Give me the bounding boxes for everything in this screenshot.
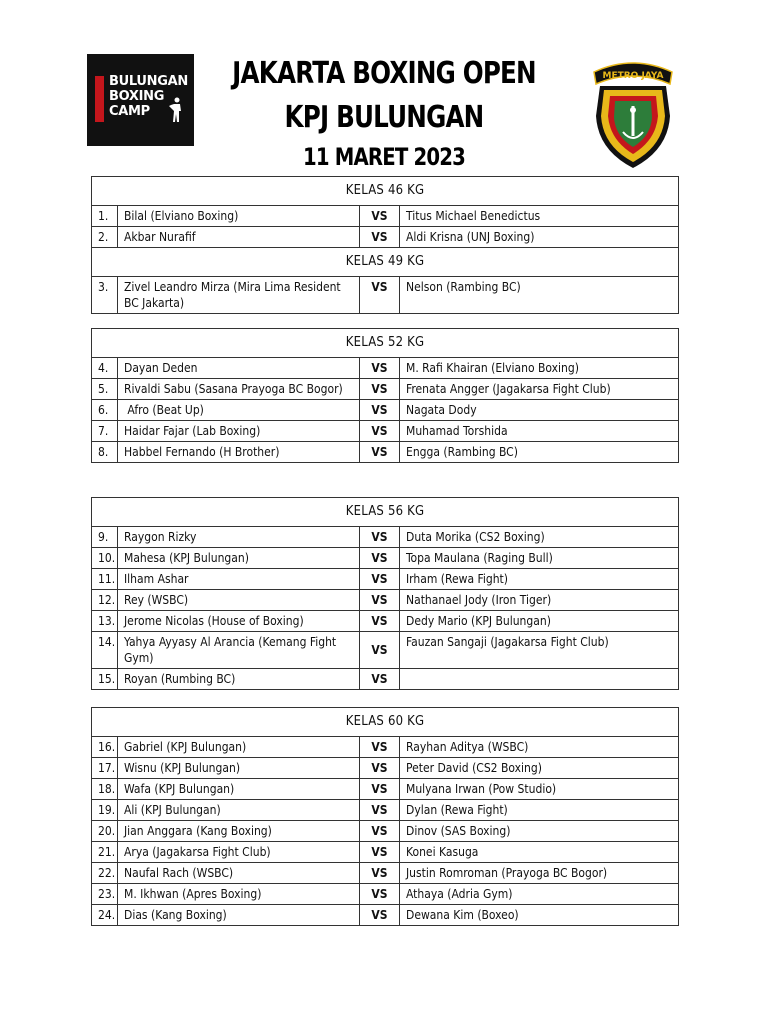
bout-row [92,884,679,905]
fighter-red: Wafa (KPJ Bulungan) [118,779,360,800]
bout-number: 20. [92,821,118,842]
bout-number: 3. [92,277,118,314]
fighter-red: Haidar Fajar (Lab Boxing) [118,421,360,442]
fighter-red: Jerome Nicolas (House of Boxing) [118,611,360,632]
fighter-blue: Aldi Krisna (UNJ Boxing) [400,227,679,248]
fighter-red: Gabriel (KPJ Bulungan) [118,737,360,758]
bout-number: 9. [92,527,118,548]
vs-label: VS [360,400,400,421]
bout-number: 13. [92,611,118,632]
weight-class-header: KELAS 60 KG [92,708,679,737]
bout-number: 18. [92,779,118,800]
bout-number: 16. [92,737,118,758]
event-venue: KPJ BULUNGAN [284,100,484,135]
vs-label: VS [360,737,400,758]
bout-number: 24. [92,905,118,926]
bout-row [92,779,679,800]
bout-number: 2. [92,227,118,248]
fighter-red: Rivaldi Sabu (Sasana Prayoga BC Bogor) [118,379,360,400]
fighter-blue: Nagata Dody [400,400,679,421]
fighter-red: Habbel Fernando (H Brother) [118,442,360,463]
bracket-table-46-49 [91,176,679,314]
fighter-blue: Duta Morika (CS2 Boxing) [400,527,679,548]
bout-row [92,863,679,884]
vs-label: VS [360,821,400,842]
logo-line: BOXING [109,89,165,104]
vs-label: VS [360,590,400,611]
fighter-blue: Athaya (Adria Gym) [400,884,679,905]
fighter-red: M. Ikhwan (Apres Boxing) [118,884,360,905]
bout-row [92,442,679,463]
bout-number: 4. [92,358,118,379]
bout-number: 11. [92,569,118,590]
page-header [0,0,768,176]
bout-row [92,821,679,842]
bout-row [92,358,679,379]
fighter-red: Royan (Rumbing BC) [118,669,360,690]
bout-row [92,379,679,400]
vs-label: VS [360,569,400,590]
vs-label: VS [360,421,400,442]
vs-label: VS [360,758,400,779]
fighter-blue: Titus Michael Benedictus [400,206,679,227]
vs-label: VS [360,669,400,690]
bout-number: 7. [92,421,118,442]
fighter-red: Bilal (Elviano Boxing) [118,206,360,227]
logo-line: BULUNGAN [109,74,188,89]
metro-jaya-police-badge [590,54,676,170]
fighter-blue: Topa Maulana (Raging Bull) [400,548,679,569]
vs-label: VS [360,842,400,863]
bout-row [92,400,679,421]
fighter-red: Naufal Rach (WSBC) [118,863,360,884]
fighter-blue: Konei Kasuga [400,842,679,863]
vs-label: VS [360,379,400,400]
fighter-red: Raygon Rizky [118,527,360,548]
weight-class-header: KELAS 52 KG [92,329,679,358]
bout-row [92,277,679,314]
bout-row [92,611,679,632]
fighter-blue: Dylan (Rewa Fight) [400,800,679,821]
bout-number: 5. [92,379,118,400]
bout-row [92,527,679,548]
bout-row [92,669,679,690]
fighter-red: Arya (Jagakarsa Fight Club) [118,842,360,863]
bout-number: 22. [92,863,118,884]
fighter-blue: Irham (Rewa Fight) [400,569,679,590]
bout-number: 19. [92,800,118,821]
bout-row [92,590,679,611]
fighter-blue: Frenata Angger (Jagakarsa Fight Club) [400,379,679,400]
vs-label: VS [360,527,400,548]
bracket-table-52 [91,328,679,463]
fighter-blue: Nathanael Jody (Iron Tiger) [400,590,679,611]
bout-row [92,227,679,248]
fighter-blue: Dedy Mario (KPJ Bulungan) [400,611,679,632]
vs-label: VS [360,227,400,248]
bout-number: 12. [92,590,118,611]
fighter-blue: M. Rafi Khairan (Elviano Boxing) [400,358,679,379]
bout-number: 1. [92,206,118,227]
vs-label: VS [360,863,400,884]
weight-class-header: KELAS 46 KG [92,177,679,206]
bout-row [92,548,679,569]
vs-label: VS [360,905,400,926]
fighter-red: Rey (WSBC) [118,590,360,611]
vs-label: VS [360,800,400,821]
bout-row [92,569,679,590]
fighter-red: Mahesa (KPJ Bulungan) [118,548,360,569]
fighter-red: Jian Anggara (Kang Boxing) [118,821,360,842]
bout-row [92,842,679,863]
bracket-table-60 [91,707,679,926]
bout-number: 23. [92,884,118,905]
fighter-red: Ali (KPJ Bulungan) [118,800,360,821]
fighter-blue [400,669,679,690]
vs-label: VS [360,611,400,632]
fighter-blue: Peter David (CS2 Boxing) [400,758,679,779]
fighter-red: Akbar Nurafif [118,227,360,248]
fighter-red: Yahya Ayyasy Al Arancia (Kemang Fight Gym) [118,632,360,669]
fighter-blue: Dewana Kim (Boxeo) [400,905,679,926]
logo-line: CAMP [109,104,150,119]
vs-label: VS [360,548,400,569]
fighter-red: Dayan Deden [118,358,360,379]
bout-row [92,206,679,227]
fighter-blue: Muhamad Torshida [400,421,679,442]
bout-row [92,758,679,779]
weight-class-header: KELAS 56 KG [92,498,679,527]
vs-label: VS [360,442,400,463]
weight-class-header: KELAS 49 KG [92,248,679,277]
vs-label: VS [360,632,400,669]
fighter-blue: Justin Romroman (Prayoga BC Bogor) [400,863,679,884]
vs-label: VS [360,358,400,379]
bout-number: 10. [92,548,118,569]
bout-number: 17. [92,758,118,779]
fighter-blue: Engga (Rambing BC) [400,442,679,463]
bout-number: 15. [92,669,118,690]
bout-row [92,737,679,758]
fighter-blue: Rayhan Aditya (WSBC) [400,737,679,758]
fighter-blue: Nelson (Rambing BC) [400,277,679,314]
bout-row [92,800,679,821]
fighter-red: Ilham Ashar [118,569,360,590]
bout-number: 21. [92,842,118,863]
vs-label: VS [360,884,400,905]
bout-number: 8. [92,442,118,463]
vs-label: VS [360,779,400,800]
fighter-blue: Mulyana Irwan (Pow Studio) [400,779,679,800]
bout-number: 6. [92,400,118,421]
vs-label: VS [360,206,400,227]
fighter-blue: Fauzan Sangaji (Jagakarsa Fight Club) [400,632,679,669]
bout-row [92,632,679,669]
badge-text: METRO JAYA [602,71,664,81]
vs-label: VS [360,277,400,314]
fighter-red: Afro (Beat Up) [118,400,360,421]
fighter-red: Dias (Kang Boxing) [118,905,360,926]
fighter-red: Zivel Leandro Mirza (Mira Lima Resident BC Jakarta) [118,277,360,314]
fighter-blue: Dinov (SAS Boxing) [400,821,679,842]
fighter-red: Wisnu (KPJ Bulungan) [118,758,360,779]
bout-row [92,421,679,442]
event-date: 11 MARET 2023 [302,143,466,171]
bout-number: 14. [92,632,118,669]
bracket-table-56 [91,497,679,690]
event-title: JAKARTA BOXING OPEN [232,56,536,91]
bout-row [92,905,679,926]
